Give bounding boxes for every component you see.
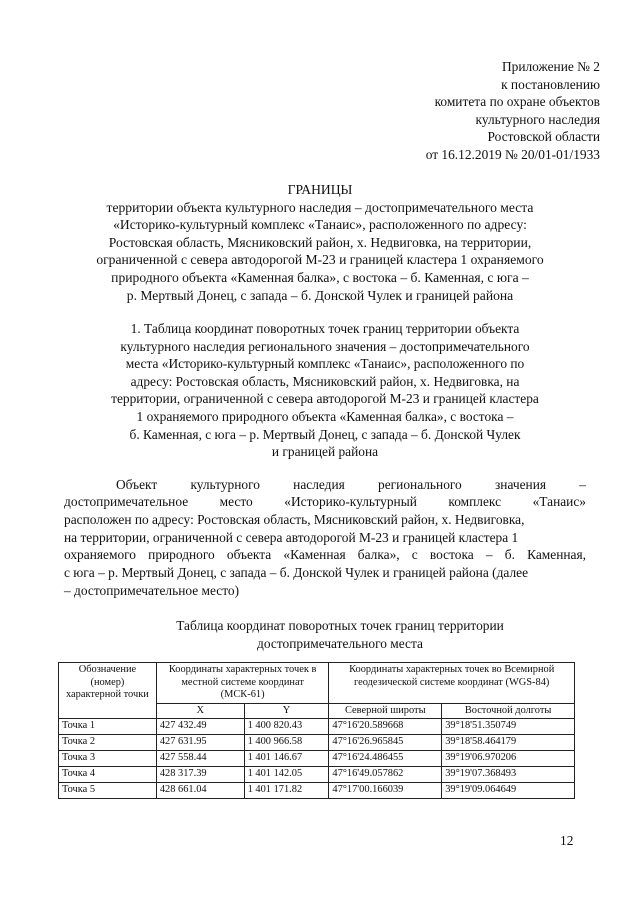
- section-line: территории, ограниченной с севера автодорогой М-23 и границей кластера: [111, 391, 539, 407]
- point-longitude: 39°19'07.368493: [442, 767, 575, 783]
- point-name: Точка 3: [59, 751, 157, 767]
- section-line: 1 охраняемого природного объекта «Каменная балка», с востока –: [136, 408, 514, 424]
- latitude-header: Северной широты: [329, 703, 442, 719]
- coordinates-table: [58, 662, 575, 799]
- point-longitude: 39°19'09.064649: [442, 783, 575, 799]
- point-x: 428 317.39: [156, 767, 244, 783]
- designation-header: Обозначение (номер) характерной точки: [59, 663, 157, 719]
- heading-line: природного объекта «Каменная балка», с востока – б. Каменная, с юга –: [111, 269, 529, 285]
- point-latitude: 47°16'24.486455: [329, 751, 442, 767]
- table-row: [59, 767, 575, 783]
- point-name: Точка 1: [59, 719, 157, 735]
- point-latitude: 47°16'49.057862: [329, 767, 442, 783]
- description-line-2: достопримечательное место «Историко-культурный комплекс «Танаис»: [64, 494, 586, 509]
- point-y: 1 401 146.67: [244, 751, 329, 767]
- local-coords-header: Координаты характерных точек в местной системе координат (МСК-61): [156, 663, 329, 704]
- heading-line: Ростовская область, Мясниковский район, х. Недвиговка, на территории,: [108, 234, 532, 250]
- table-row: [59, 735, 575, 751]
- heading-line: ограниченной с севера автодорогой М-23 и границей кластера 1 охраняемого: [96, 252, 544, 268]
- document-title: ГРАНИЦЫ: [287, 182, 353, 197]
- point-y: 1 401 142.05: [244, 767, 329, 783]
- point-y: 1 400 966.58: [244, 735, 329, 751]
- appendix-block: [380, 58, 600, 164]
- description-line-1: Объект культурного наследия регионального значения –: [116, 477, 586, 492]
- appendix-line: комитета по охране объектов: [434, 94, 600, 110]
- y-header: Y: [244, 703, 329, 719]
- document-heading: [0, 181, 640, 304]
- table-row: [59, 751, 575, 767]
- section-line: и границей района: [271, 444, 379, 460]
- point-name: Точка 5: [59, 783, 157, 799]
- point-y: 1 401 171.82: [244, 783, 329, 799]
- x-header: X: [156, 703, 244, 719]
- page-number: 12: [560, 833, 574, 848]
- description-line-6: с юга – р. Мертвый Донец, с запада – б. Донской Чулек и границей района (далее: [64, 565, 529, 580]
- point-longitude: 39°18'58.464179: [442, 735, 575, 751]
- point-latitude: 47°16'26.965845: [329, 735, 442, 751]
- appendix-line: от 16.12.2019 № 20/01-01/1933: [425, 146, 600, 162]
- description-line-4: на территории, ограниченной с севера автодорогой М-23 и границей кластера 1: [64, 530, 519, 545]
- appendix-line: к постановлению: [501, 76, 600, 92]
- table-caption-line: Таблица координат поворотных точек границ территории: [176, 618, 504, 633]
- table-row: [59, 719, 575, 735]
- section-1-title: [60, 320, 590, 461]
- wgs-coords-header: Координаты характерных точек во Всемирной геодезической системе координат (WGS-84): [329, 663, 575, 704]
- section-line: культурного наследия регионального значения – достопримечательного: [120, 338, 530, 354]
- heading-line: «Историко-культурный комплекс «Танаис», расположенного по адресу:: [113, 217, 527, 233]
- appendix-line: Приложение № 2: [501, 59, 600, 74]
- description-line-3: расположен по адресу: Ростовская область, Мясниковский район, х. Недвиговка,: [64, 512, 525, 527]
- longitude-header: Восточной долготы: [442, 703, 575, 719]
- description-line-7: – достопримечательное место): [64, 583, 240, 598]
- table-row: [59, 783, 575, 799]
- point-x: 428 661.04: [156, 783, 244, 799]
- appendix-line: культурного наследия: [475, 111, 600, 127]
- point-y: 1 400 820.43: [244, 719, 329, 735]
- heading-line: р. Мертвый Донец, с запада – б. Донской Чулек и границей района: [126, 287, 514, 303]
- point-x: 427 631.95: [156, 735, 244, 751]
- section-line: 1. Таблица координат поворотных точек границ территории объекта: [130, 321, 520, 336]
- point-longitude: 39°18'51.350749: [442, 719, 575, 735]
- table-caption: [60, 617, 620, 652]
- section-line: б. Каменная, с юга – р. Мертвый Донец, с запада – б. Донской Чулек: [129, 426, 521, 442]
- description-line-5: охраняемого природного объекта «Каменная балка», с востока – б. Каменная,: [64, 547, 586, 562]
- table-caption-line: достопримечательного места: [257, 635, 423, 651]
- section-line: адресу: Ростовская область, Мясниковский район, х. Недвиговка, на: [130, 373, 520, 389]
- appendix-line: Ростовской области: [487, 129, 600, 145]
- section-line: места «Историко-культурный комплекс «Танаис», расположенного по: [125, 356, 525, 372]
- point-latitude: 47°17'00.166039: [329, 783, 442, 799]
- point-x: 427 432.49: [156, 719, 244, 735]
- point-x: 427 558.44: [156, 751, 244, 767]
- point-name: Точка 2: [59, 735, 157, 751]
- point-latitude: 47°16'20.589668: [329, 719, 442, 735]
- point-longitude: 39°19'06.970206: [442, 751, 575, 767]
- point-name: Точка 4: [59, 767, 157, 783]
- table-header-row: [59, 663, 575, 704]
- heading-line: территории объекта культурного наследия – достопримечательного места: [106, 199, 534, 215]
